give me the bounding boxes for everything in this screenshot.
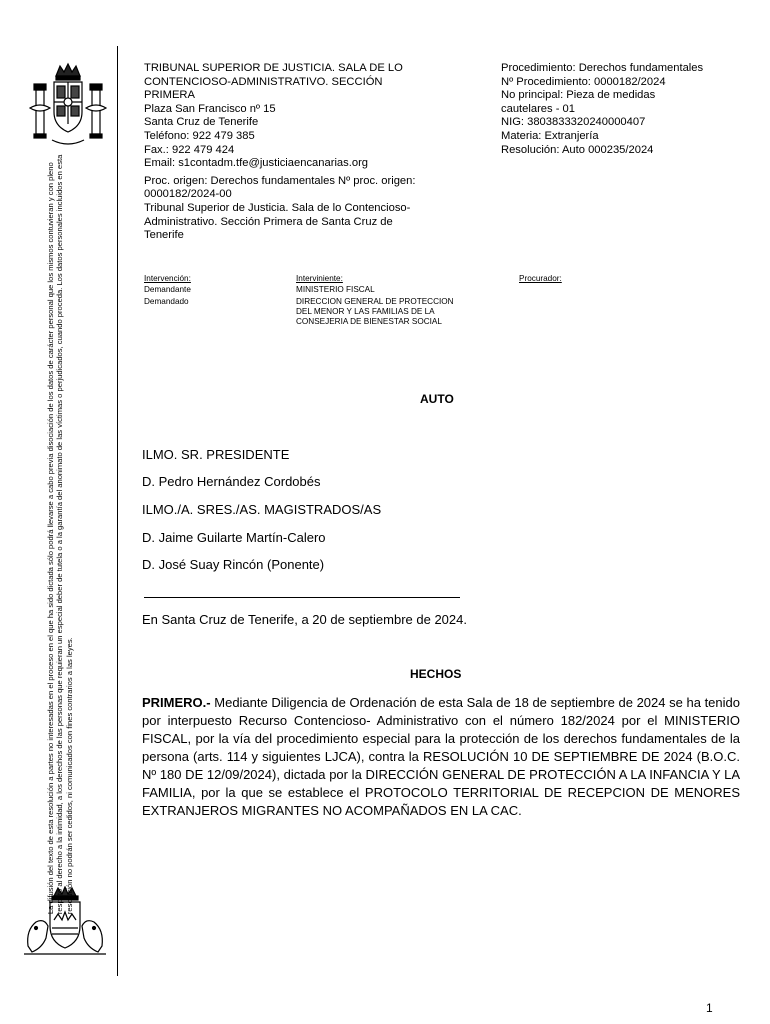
origin-line: Proc. origen: Derechos fundamentales Nº proc. origen: xyxy=(144,174,416,187)
privacy-notice-vertical: La difusión del texto de esta resolución a partes no interesadas en el proceso en el que ha sido dictada sólo podrá llevarse a cabo previa disociación de los datos de carácter personal que los mismos contuvieran y con pleno respeto al derecho a la intimidad, a los derechos de las personas que requieran un especial deber de tutela o a la garantía del anonimato de las víctimas o perjudicados, cuando proceda. Los datos personales incluidos en esta resolución no podrán ser cedidos, ni comunicados con fines contrarios a las leyes. xyxy=(45,154,74,915)
primero-label: PRIMERO.- xyxy=(142,695,211,710)
party-name: MINISTERIO FISCAL xyxy=(296,285,375,294)
origin-line: Administrativo. Sección Primera de Santa Cruz de xyxy=(144,215,393,228)
col-intervencion: Intervención: xyxy=(144,274,191,283)
party-name: DEL MENOR Y LAS FAMILIAS DE LA xyxy=(296,307,435,316)
procedure-line: Materia: Extranjería xyxy=(501,129,599,142)
procedure-header xyxy=(501,62,751,157)
party-role: Demandante xyxy=(144,285,191,294)
spain-coat-of-arms xyxy=(26,62,110,152)
court-line: Fax.: 922 479 424 xyxy=(144,143,235,156)
doc-title: AUTO xyxy=(420,392,454,406)
court-header xyxy=(144,62,474,243)
procedure-line: NIG: 3803833320240000407 xyxy=(501,116,646,129)
procedure-line: Nº Procedimiento: 0000182/2024 xyxy=(501,75,666,88)
primero-text: Mediante Diligencia de Ordenación de esta Sala de 18 de septiembre de 2024 se ha tenido por interpuesto Recurso Contencioso- Administrativo con el número 182/2024 por el MINISTERIO FISCAL, por la vía del procedimiento especial para la protección de los derechos fundamentales de la persona (arts. 114 y siguientes LJCA), contra la RESOLUCIÓN 10 DE SEPTIEMBRE DE 2024 (B.O.C. Nº 180 DE 12/09/2024), dictada por la DIRECCIÓN GENERAL DE PROTECCIÓN A LA INFANCIA Y LA FAMILIA, por la que se establece el PROTOCOLO TERRITORIAL DE RECEPCION DE MENORES EXTRANJEROS MIGRANTES NO ACOMPAÑADOS EN LA CAC. xyxy=(142,695,740,818)
court-line: TRIBUNAL SUPERIOR DE JUSTICIA. SALA DE LO xyxy=(144,62,403,74)
parties-table xyxy=(144,274,744,334)
court-line: Santa Cruz de Tenerife xyxy=(144,116,259,129)
court-line: Email: s1contadm.tfe@justiciaencanarias.org xyxy=(144,157,369,170)
magistrate-line: D. Jaime Guilarte Martín-Calero xyxy=(142,530,326,545)
section-title: HECHOS xyxy=(410,667,462,681)
magistrate-line: D. José Suay Rincón (Ponente) xyxy=(142,557,325,572)
margin-rule xyxy=(117,46,118,976)
party-name: DIRECCION GENERAL DE PROTECCION xyxy=(296,297,454,306)
court-line: PRIMERA xyxy=(144,89,195,102)
primero-paragraph xyxy=(142,694,740,820)
place-date: En Santa Cruz de Tenerife, a 20 de septiembre de 2024. xyxy=(142,612,467,627)
page-number: 1 xyxy=(706,1001,713,1015)
procedure-line: Procedimiento: Derechos fundamentales xyxy=(501,62,704,74)
magistrate-line: D. Pedro Hernández Cordobés xyxy=(142,474,321,489)
party-role: Demandado xyxy=(144,297,189,306)
origin-line: Tenerife xyxy=(144,229,184,242)
party-name: CONSEJERIA DE BIENESTAR SOCIAL xyxy=(296,317,442,326)
col-interviniente: Interviniente: xyxy=(296,274,343,283)
court-line: Teléfono: 922 479 385 xyxy=(144,129,255,142)
origin-line: Tribunal Superior de Justicia. Sala de lo Contencioso- xyxy=(144,201,411,214)
col-procurador: Procurador: xyxy=(519,274,562,283)
magistrate-line: ILMO./A. SRES./AS. MAGISTRADOS/AS xyxy=(142,502,382,517)
procedure-line: Resolución: Auto 000235/2024 xyxy=(501,143,654,156)
procedure-line: cautelares - 01 xyxy=(501,102,576,115)
magistrate-line: ILMO. SR. PRESIDENTE xyxy=(142,447,290,462)
separator-line xyxy=(144,597,460,598)
court-line: CONTENCIOSO-ADMINISTRATIVO. SECCIÓN xyxy=(144,75,383,88)
procedure-line: No principal: Pieza de medidas xyxy=(501,89,656,102)
origin-line: 0000182/2024-00 xyxy=(144,188,232,201)
court-line: Plaza San Francisco nº 15 xyxy=(144,102,276,115)
